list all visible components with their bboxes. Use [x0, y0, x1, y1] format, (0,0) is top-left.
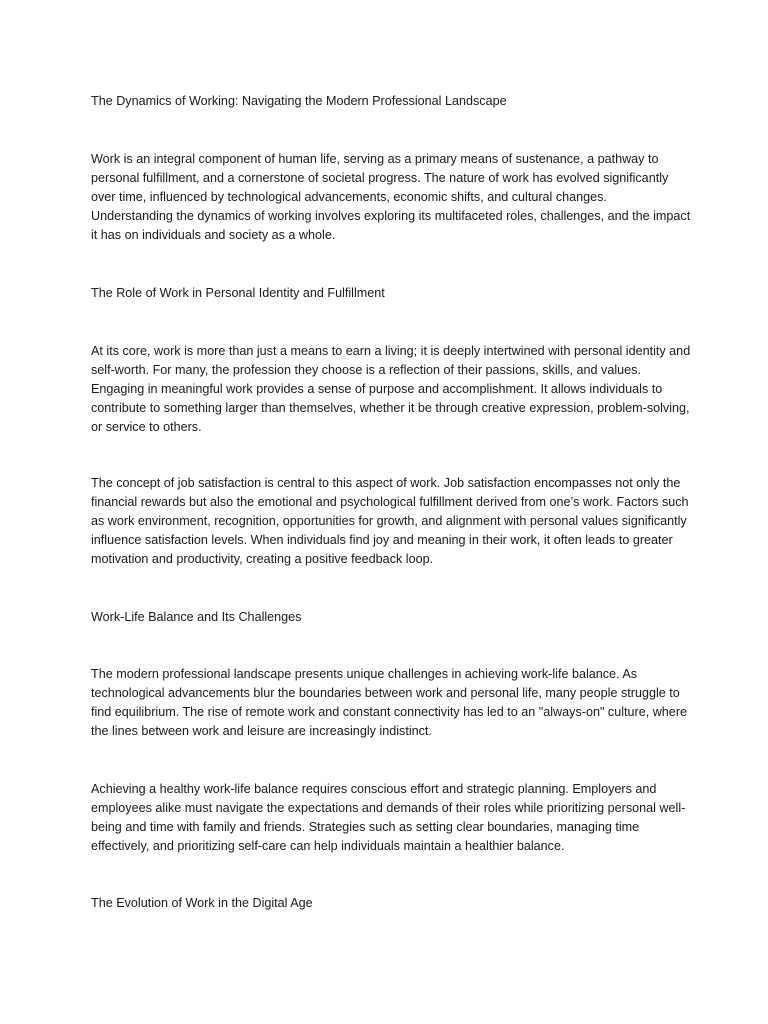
- intro-paragraph: Work is an integral component of human life, serving as a primary means of sustenance, a pathway to personal fulfillment, and a cornerstone of societal progress. The nature of work has evolved significantly over time, influenced by technological advancements, economic shifts, and cultural changes. Understanding the dynamics of working involves exploring its multifaceted roles, challenges, and the impact it has on individuals and society as a whole.: [91, 152, 691, 243]
- balance-paragraph-2: Achieving a healthy work-life balance requires conscious effort and strategic planning. Employers and employees alike must navigate the expectations and demands of their roles while prioritizing personal well-being and time with family and friends. Strategies such as setting clear boundaries, managing time effectively, and prioritizing self-care can help individuals maintain a healthier balance.: [91, 782, 686, 854]
- section-heading-digital-age: The Evolution of Work in the Digital Age: [91, 896, 313, 910]
- section-heading-work-life-balance: Work-Life Balance and Its Challenges: [91, 610, 302, 624]
- document-title: The Dynamics of Working: Navigating the Modern Professional Landscape: [91, 94, 507, 108]
- section-heading-identity: The Role of Work in Personal Identity and Fulfillment: [91, 286, 385, 300]
- balance-paragraph-1: The modern professional landscape presents unique challenges in achieving work-life balance. As technological advancements blur the boundaries between work and personal life, many people struggle to find equilibrium. The rise of remote work and constant connectivity has led to an "always-on" culture, where the lines between work and leisure are increasingly indistinct.: [91, 667, 688, 739]
- identity-paragraph-2: The concept of job satisfaction is central to this aspect of work. Job satisfaction encompasses not only the financial rewards but also the emotional and psychological fulfillment derived from one’s work. Factors such as work environment, recognition, opportunities for growth, and alignment with personal values significantly influence satisfaction levels. When individuals find joy and meaning in their work, it often leads to greater motivation and productivity, creating a positive feedback loop.: [91, 476, 689, 567]
- identity-paragraph-1: At its core, work is more than just a means to earn a living; it is deeply intertwined with personal identity and self-worth. For many, the profession they choose is a reflection of their passions, skills, and values. Engaging in meaningful work provides a sense of purpose and accomplishment. It allows individuals to contribute to something larger than themselves, whether it be through creative expression, problem-solving, or service to others.: [91, 344, 691, 435]
